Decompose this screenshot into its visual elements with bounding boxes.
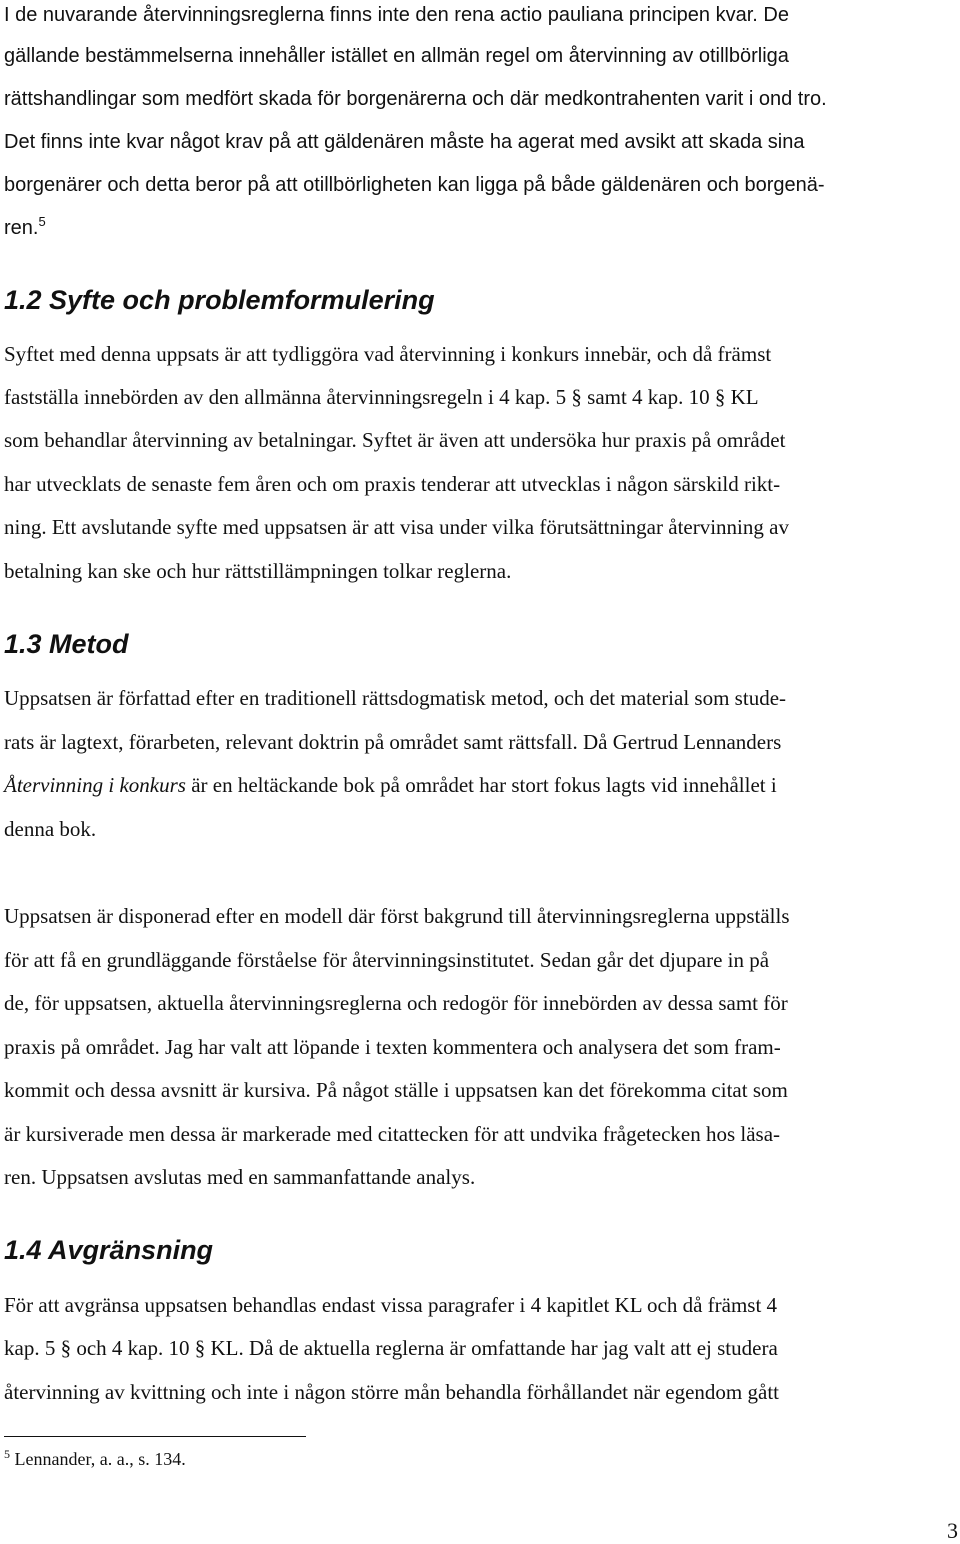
avgransning-line-1: För att avgränsa uppsatsen behandlas endast vissa paragrafer i 4 kapitlet KL och då främst 4 [4,1293,778,1317]
intro-line-6-text: ren. [4,217,39,239]
page-number: 3 [947,1518,958,1543]
syfte-line-4: har utvecklats de senaste fem åren och om praxis tenderar att utvecklas i någon särskild rikt- [4,472,781,496]
section-heading-syfte: 1.2 Syfte och problemformulering [4,285,435,315]
intro-line-4: Det finns inte kvar något krav på att gäldenären måste ha agerat med avsikt att skada sina [4,131,805,153]
metod-p2-line-1: Uppsatsen är disponerad efter en modell där först bakgrund till återvinningsreglerna uppställs [4,904,790,928]
metod-p2-line-3: de, för uppsatsen, aktuella återvinningsreglerna och redogör för innebörden av dessa samt för [4,991,788,1015]
metod-line-1: Uppsatsen är författad efter en traditionell rättsdogmatisk metod, och det material som stude- [4,686,787,710]
avgransning-line-3: återvinning av kvittning och inte i någon större mån behandla förhållandet när egendom gått [4,1380,780,1404]
metod-line-4: denna bok. [4,817,97,841]
metod-p2-line-7: ren. Uppsatsen avslutas med en sammanfattande analys. [4,1165,476,1189]
footnote-reference: 5 [38,214,46,229]
metod-line-2: rats är lagtext, förarbeten, relevant doktrin på området samt rättsfall. Då Gertrud Lennanders [4,730,782,754]
section-heading-avgransning: 1.4 Avgränsning [4,1235,214,1265]
avgransning-line-2: kap. 5 § och 4 kap. 10 § KL. Då de aktuella reglerna är omfattande har jag valt att ej studera [4,1336,778,1360]
syfte-line-1: Syftet med denna uppsats är att tydliggöra vad återvinning i konkurs innebär, och då främst [4,342,772,366]
syfte-line-5: ning. Ett avslutande syfte med uppsatsen är att visa under vilka förutsättningar återvinning av [4,515,789,539]
intro-line-5: borgenärer och detta beror på att otillbörligheten kan ligga på både gäldenären och borgenä- [4,174,825,196]
metod-line-3-rest: är en heltäckande bok på området har stort fokus lagts vid innehållet i [185,773,777,797]
footnote-mark: 5 [4,1447,10,1461]
footnote-divider [4,1436,306,1437]
footnote-text: Lennander, a. a., s. 134. [10,1449,186,1469]
metod-p2-line-2: för att få en grundläggande förståelse för återvinningsinstitutet. Sedan går det djupare in på [4,948,770,972]
metod-p2-line-6: är kursiverade men dessa är markerade med citattecken för att undvika frågetecken hos läsa- [4,1122,781,1146]
metod-p2-line-4: praxis på området. Jag har valt att löpande i texten kommentera och analysera det som fram- [4,1035,781,1059]
metod-p2-line-5: kommit och dessa avsnitt är kursiva. På något ställe i uppsatsen kan det förekomma citat som [4,1078,788,1102]
syfte-line-6: betalning kan ske och hur rättstillämpningen tolkar reglerna. [4,559,512,583]
section-heading-metod: 1.3 Metod [4,629,129,659]
metod-line-3 [4,772,777,798]
syfte-line-3: som behandlar återvinning av betalningar. Syftet är även att undersöka hur praxis på området [4,428,786,452]
footnote [4,1448,186,1470]
intro-line-3: rättshandlingar som medfört skada för borgenärerna och där medkontrahenten varit i ond tro. [4,88,827,110]
intro-line-6 [4,215,46,241]
syfte-line-2: fastställa innebörden av den allmänna återvinningsregeln i 4 kap. 5 § samt 4 kap. 10 § KL [4,385,759,409]
book-title: Återvinning i konkurs [4,773,186,797]
intro-line-1: I de nuvarande återvinningsreglerna finns inte den rena actio pauliana principen kvar. De [4,4,789,26]
intro-line-2: gällande bestämmelserna innehåller istället en allmän regel om återvinning av otillbörliga [4,45,789,67]
